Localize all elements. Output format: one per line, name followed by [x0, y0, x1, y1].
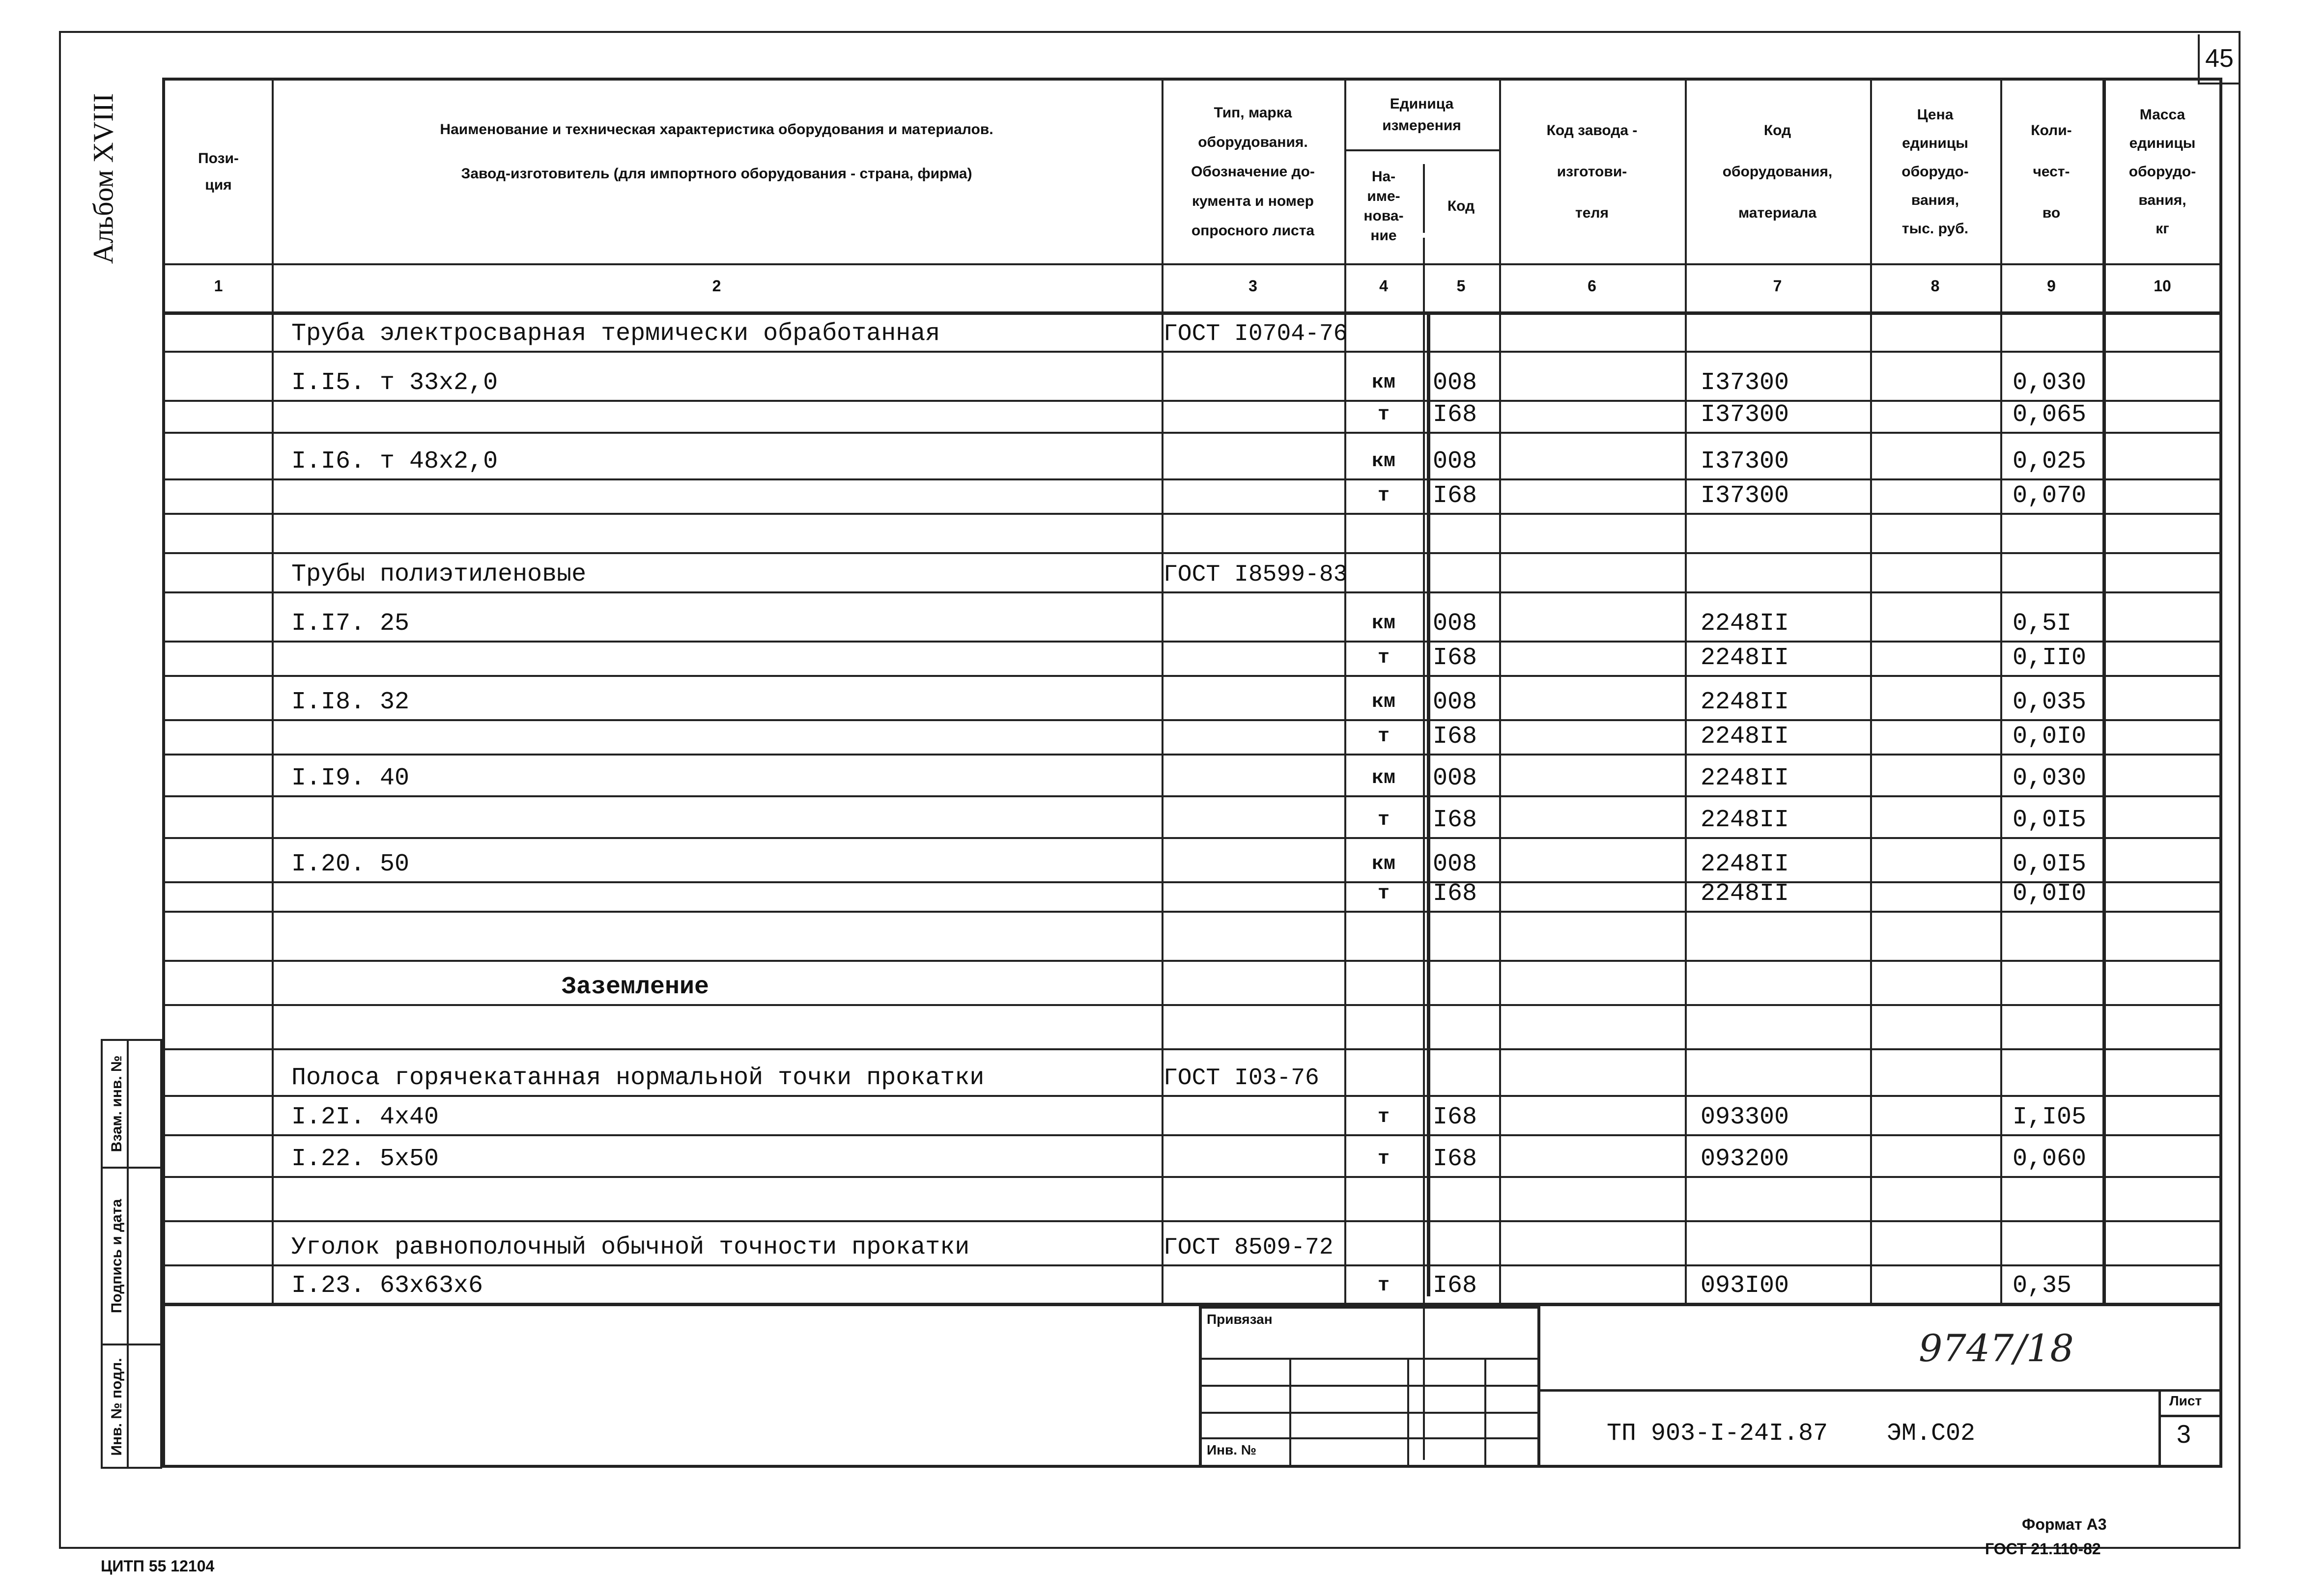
- side-label-vzam: Взам. инв. №: [108, 1055, 125, 1152]
- cell-mat: I37300: [1701, 482, 1789, 510]
- cell-mat: 093300: [1701, 1103, 1789, 1131]
- cell-code: I68: [1433, 401, 1477, 429]
- header-equipment-code: Код оборудования, материала: [1722, 122, 1833, 221]
- cell-unit: км: [1371, 613, 1395, 635]
- cell-mat: I37300: [1701, 369, 1789, 397]
- page-number: 45: [2198, 34, 2239, 84]
- cell-unit: км: [1371, 853, 1395, 875]
- sheet-label: Лист: [2169, 1393, 2202, 1408]
- cell-mat: 2248II: [1701, 764, 1789, 792]
- table-row: [165, 911, 2222, 960]
- column-number: 7: [1773, 277, 1782, 295]
- table-row: [165, 1134, 2222, 1176]
- cell-qty: 0,0I0: [2013, 880, 2087, 908]
- cell-unit: т: [1377, 726, 1390, 748]
- cell-name: I.I5. т 33х2,0: [291, 369, 498, 397]
- column-number: 5: [1456, 277, 1466, 295]
- cell-qty: 0,025: [2013, 448, 2087, 476]
- cell-qty: 0,030: [2013, 764, 2087, 792]
- cell-unit: т: [1377, 404, 1390, 426]
- cell-unit: км: [1371, 372, 1395, 394]
- cell-code: I68: [1433, 723, 1477, 751]
- cell-unit: т: [1377, 485, 1390, 507]
- cell-unit: км: [1371, 767, 1395, 789]
- cell-doc: ГОСТ 8509-72: [1163, 1234, 1333, 1261]
- header-unit-group: Единица измерения: [1382, 96, 1461, 134]
- column-number: 10: [2154, 277, 2171, 295]
- cell-doc: ГОСТ I0704-76: [1163, 321, 1348, 347]
- cell-mat: I37300: [1701, 401, 1789, 429]
- cell-qty: 0,35: [2013, 1272, 2072, 1300]
- table-row: [165, 675, 2222, 719]
- cell-code: 008: [1433, 850, 1477, 878]
- header-mass: Масса единицы оборудо- вания, кг: [2128, 107, 2196, 237]
- cell-unit: т: [1377, 1275, 1390, 1297]
- cell-code: I68: [1433, 1103, 1477, 1131]
- side-label-inv: Инв. № подл.: [108, 1358, 125, 1456]
- cell-unit: т: [1377, 1106, 1390, 1128]
- header-name-line2: Завод-изготовитель (для импортного оборудования - страна, фирма): [461, 166, 972, 182]
- header-price: Цена единицы оборудо- вания, тыс. руб.: [1901, 107, 1969, 237]
- cell-code: 008: [1433, 369, 1477, 397]
- title-block-divider: [2158, 1415, 2222, 1417]
- table-row: [165, 400, 2222, 432]
- table-row: [165, 795, 2222, 837]
- cell-qty: 0,035: [2013, 688, 2087, 716]
- footer-gost: ГОСТ 21.110-82: [1985, 1540, 2101, 1558]
- column-number: 1: [214, 277, 223, 295]
- header-unit-name: На- име- нова- ние: [1363, 168, 1404, 244]
- album-label: Альбом XVIII: [87, 93, 119, 264]
- cell-name: Трубы полиэтиленовые: [291, 560, 587, 588]
- privyazan-stamp: [1199, 1306, 1540, 1468]
- column-number: 6: [1588, 277, 1596, 295]
- header-name-line1: Наименование и техническая характеристика оборудования и материалов.: [440, 121, 993, 138]
- cell-name: Труба электросварная термически обработанная: [291, 320, 940, 348]
- table-row: [165, 837, 2222, 881]
- cell-name: I.I9. 40: [291, 764, 410, 792]
- side-stamp: [101, 1039, 162, 1469]
- inv-no-label: Инв. №: [1207, 1442, 1257, 1457]
- cell-qty: 0,0I0: [2013, 723, 2087, 751]
- cell-unit: т: [1377, 883, 1390, 905]
- cell-name: I.I7. 25: [291, 610, 410, 638]
- cell-code: 008: [1433, 688, 1477, 716]
- cell-mat: 2248II: [1701, 644, 1789, 672]
- table-row: [165, 754, 2222, 795]
- privyazan-label: Привязан: [1207, 1312, 1273, 1327]
- footer-code: ЦИТП 55 12104: [101, 1557, 215, 1575]
- side-cell-vzam: [103, 1041, 160, 1169]
- cell-name: Полоса горячекатанная нормальной точки прокатки: [291, 1064, 985, 1092]
- cell-qty: 0,065: [2013, 401, 2087, 429]
- table-row: [165, 478, 2222, 513]
- sheet-code: ЭМ.С02: [1887, 1420, 1976, 1448]
- column-number: 9: [2047, 277, 2056, 295]
- cell-code: I68: [1433, 1272, 1477, 1300]
- cell-mat: 2248II: [1701, 806, 1789, 834]
- cell-mat: 2248II: [1701, 850, 1789, 878]
- cell-name: Заземление: [562, 973, 709, 1001]
- column-number: 3: [1248, 277, 1257, 295]
- cell-mat: 093200: [1701, 1145, 1789, 1173]
- cell-qty: 0,II0: [2013, 644, 2087, 672]
- handwritten-number: 9747/18: [1919, 1326, 2074, 1370]
- column-number: 4: [1379, 277, 1388, 295]
- cell-doc: ГОСТ I8599-83: [1163, 561, 1348, 588]
- table-row: [165, 1176, 2222, 1220]
- cell-mat: 093I00: [1701, 1272, 1789, 1300]
- table-row: [165, 719, 2222, 754]
- table-row: [165, 591, 2222, 641]
- cell-doc: ГОСТ I03-76: [1163, 1065, 1319, 1092]
- column-number: 2: [712, 277, 721, 295]
- cell-name: I.20. 50: [291, 850, 410, 878]
- header-quantity: Коли- чест- во: [2031, 122, 2072, 221]
- table-row: [165, 1004, 2222, 1048]
- cell-mat: 2248II: [1701, 610, 1789, 638]
- cell-qty: 0,0I5: [2013, 806, 2087, 834]
- table-row: [165, 960, 2222, 1004]
- table-row: [165, 513, 2222, 552]
- cell-mat: 2248II: [1701, 880, 1789, 908]
- header-type: Тип, марка оборудования. Обозначение до- кумента и номер опросного листа: [1191, 105, 1315, 239]
- table-row: [165, 1095, 2222, 1134]
- cell-qty: 0,030: [2013, 369, 2087, 397]
- cell-name: I.2I. 4х40: [291, 1103, 439, 1131]
- cell-qty: 0,070: [2013, 482, 2087, 510]
- cell-qty: I,I05: [2013, 1103, 2087, 1131]
- cell-name: I.23. 63х63х6: [291, 1272, 483, 1300]
- header-position: Пози- ция: [198, 150, 239, 193]
- header-bottom-line: [165, 263, 2222, 265]
- cell-qty: 0,5I: [2013, 610, 2072, 638]
- side-cell-inv: [103, 1345, 160, 1468]
- cell-unit: т: [1377, 1148, 1390, 1170]
- side-cell-podpis: [103, 1169, 160, 1345]
- cell-code: 008: [1433, 764, 1477, 792]
- cell-code: I68: [1433, 644, 1477, 672]
- cell-mat: I37300: [1701, 448, 1789, 476]
- cell-mat: 2248II: [1701, 723, 1789, 751]
- header-factory-code: Код завода - изготови- теля: [1546, 122, 1638, 221]
- header-unit-code: Код: [1447, 198, 1475, 214]
- cell-qty: 0,060: [2013, 1145, 2087, 1173]
- cell-name: Уголок равнополочный обычной точности прокатки: [291, 1233, 970, 1261]
- title-block-top: [1540, 1389, 2222, 1392]
- cell-mat: 2248II: [1701, 688, 1789, 716]
- column-number: 8: [1930, 277, 1940, 295]
- cell-unit: км: [1371, 691, 1395, 713]
- footer-format: Формат А3: [2022, 1515, 2107, 1533]
- table-body-bottom: [165, 1303, 2222, 1306]
- table-row: [165, 641, 2222, 675]
- table-row: [165, 881, 2222, 911]
- cell-code: I68: [1433, 806, 1477, 834]
- cell-code: I68: [1433, 1145, 1477, 1173]
- cell-name: I.I6. т 48х2,0: [291, 448, 498, 476]
- cell-unit: т: [1377, 647, 1390, 669]
- title-block-divider: [2158, 1389, 2161, 1468]
- cell-code: I68: [1433, 880, 1477, 908]
- cell-code: 008: [1433, 610, 1477, 638]
- sheet-number: 3: [2177, 1420, 2191, 1449]
- cell-code: 008: [1433, 448, 1477, 476]
- cell-code: I68: [1433, 482, 1477, 510]
- document-code: ТП 903-I-24I.87: [1607, 1420, 1828, 1448]
- side-label-podpis: Подпись и дата: [108, 1199, 125, 1314]
- specification-table: [162, 78, 2222, 1468]
- cell-qty: 0,0I5: [2013, 850, 2087, 878]
- cell-name: I.22. 5х50: [291, 1145, 439, 1173]
- cell-name: I.I8. 32: [291, 688, 410, 716]
- cell-unit: км: [1371, 450, 1395, 473]
- cell-unit: т: [1377, 809, 1390, 831]
